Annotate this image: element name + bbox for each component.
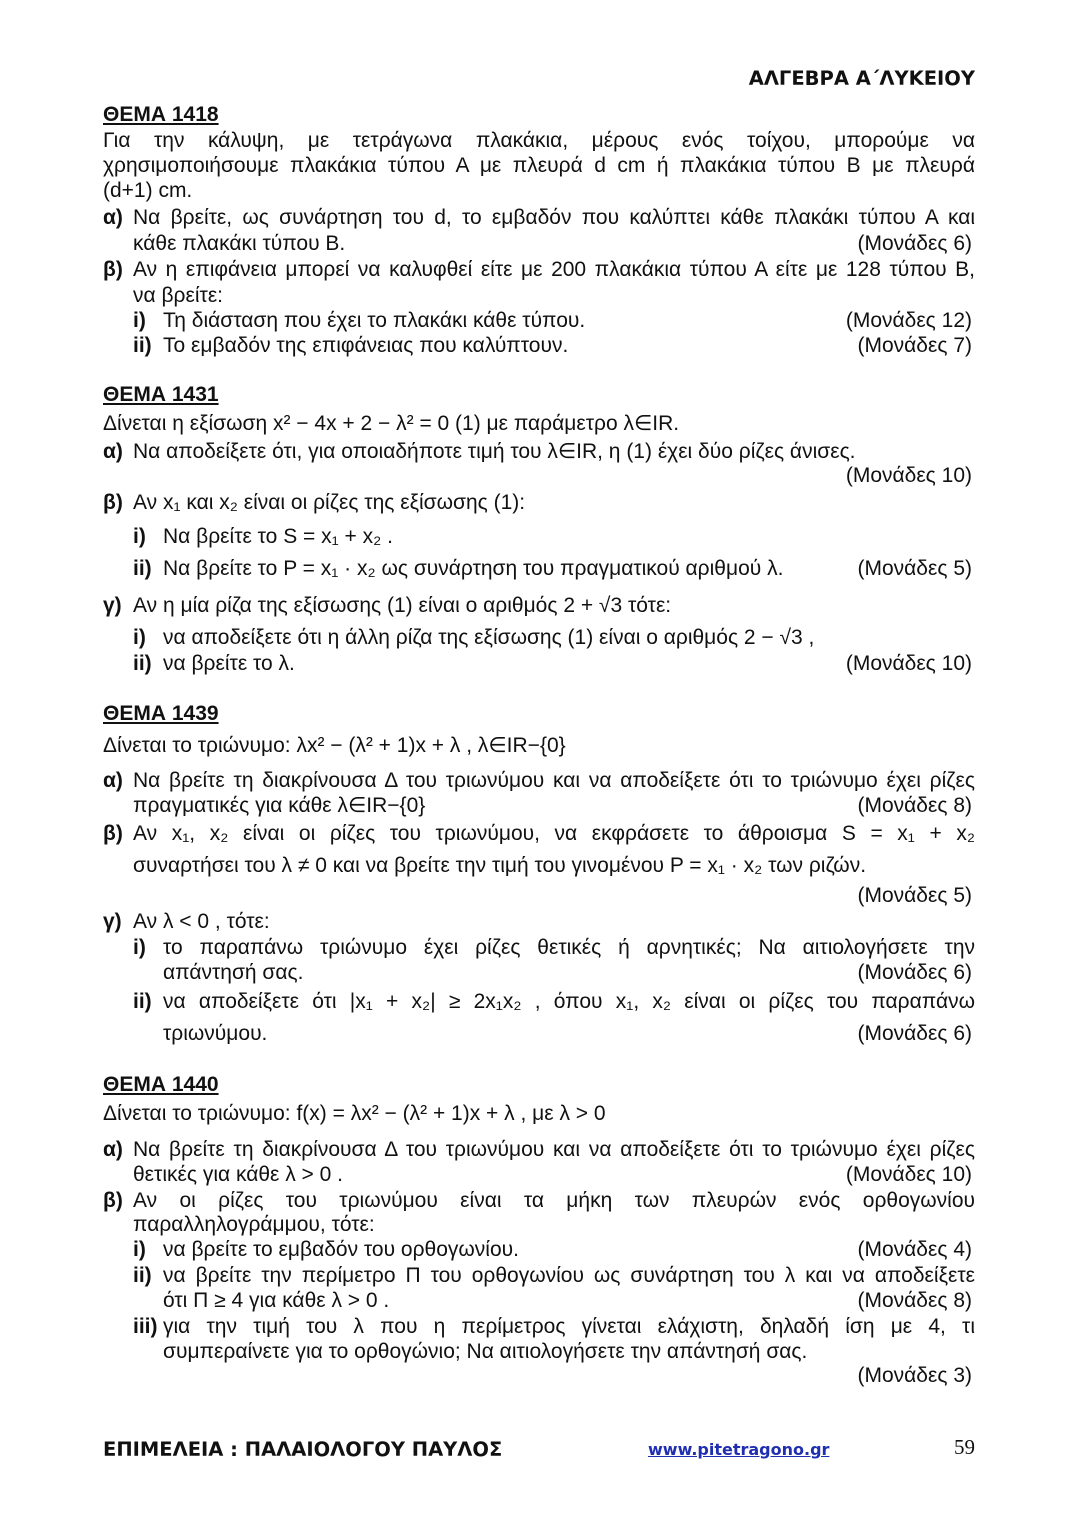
- statement-line: Δίνεται το τριώνυμο: λx² − (λ² + 1)x + λ , λ∈IR−{0}: [103, 734, 566, 757]
- subpart-text-line: το παραπάνω τριώνυμο έχει ρίζες θετικές ή αρνητικές; Να αιτιολογήσετε την: [163, 936, 975, 959]
- part-label: γ): [103, 910, 122, 933]
- statement-line: Για την κάλυψη, με τετράγωνα πλακάκια, μέρους ενός τοίχου, μπορούμε να: [103, 129, 975, 152]
- text-row: [0, 768, 1080, 793]
- marks-label: (Μονάδες 12): [845, 309, 972, 332]
- subpart-text-line: να βρείτε το λ.: [163, 652, 295, 675]
- marks-label: (Μονάδες 8): [857, 1289, 972, 1312]
- marks-label: (Μονάδες 3): [857, 1364, 972, 1387]
- subpart-text-line: Να βρείτε το P = x₁ · x₂ ως συνάρτηση του πραγματικού αριθμού λ.: [163, 557, 784, 580]
- marks-label: (Μονάδες 6): [857, 1022, 972, 1045]
- part-text-line: Αν λ < 0 , τότε:: [133, 910, 270, 933]
- marks-label: (Μονάδες 7): [857, 334, 972, 357]
- text-row: [0, 463, 1080, 488]
- text-row: [0, 283, 1080, 308]
- text-row: [0, 1188, 1080, 1213]
- text-row: [0, 257, 1080, 282]
- statement-line: Δίνεται το τριώνυμο: f(x) = λx² − (λ² + 1)x + λ , με λ > 0: [103, 1102, 606, 1125]
- subpart-text-line: απάντησή σας.: [163, 961, 304, 984]
- part-text-line: συναρτήσει του λ ≠ 0 και να βρείτε την τιμή του γινομένου P = x₁ · x₂ των ριζών.: [133, 854, 867, 877]
- text-row: [0, 1212, 1080, 1237]
- marks-label: (Μονάδες 5): [857, 884, 972, 907]
- subpart-text-line: ότι Π ≥ 4 για κάθε λ > 0 .: [163, 1289, 390, 1312]
- part-label: γ): [103, 594, 122, 617]
- topic-title: ΘΕΜΑ 1418: [103, 103, 219, 126]
- text-row: [0, 883, 1080, 908]
- subpart-text-line: Τη διάσταση που έχει το πλακάκι κάθε τύπου.: [163, 309, 586, 332]
- subpart-label: ii): [133, 334, 152, 357]
- part-text-line: κάθε πλακάκι τύπου Β.: [133, 232, 346, 255]
- subpart-text-line: συμπεραίνετε για το ορθογώνιο; Να αιτιολογήσετε την απάντησή σας.: [163, 1340, 808, 1363]
- text-row: [0, 1363, 1080, 1388]
- subpart-label: iii): [133, 1315, 158, 1338]
- text-row: [0, 1237, 1080, 1262]
- text-row: [0, 1137, 1080, 1162]
- text-row: [0, 524, 1080, 549]
- text-row: [0, 989, 1080, 1014]
- footer-website-link[interactable]: www.pitetragono.gr: [648, 1440, 830, 1459]
- text-row: [0, 556, 1080, 581]
- part-text-line: να βρείτε:: [133, 284, 224, 307]
- text-row: [0, 308, 1080, 333]
- statement-line: (d+1) cm.: [103, 179, 193, 202]
- statement-line: Δίνεται η εξίσωση x² − 4x + 2 − λ² = 0 (1) με παράμετρο λ∈IR.: [103, 412, 680, 435]
- part-label: β): [103, 1189, 123, 1212]
- text-row: [0, 1162, 1080, 1187]
- subpart-label: ii): [133, 990, 152, 1013]
- text-row: [0, 178, 1080, 203]
- marks-label: (Μονάδες 4): [857, 1238, 972, 1261]
- text-row: [0, 1101, 1080, 1126]
- text-row: [0, 651, 1080, 676]
- text-row: [0, 333, 1080, 358]
- text-row: [0, 593, 1080, 618]
- subpart-label: ii): [133, 652, 152, 675]
- part-text-line: Αν οι ρίζες του τριωνύμου είναι τα μήκη των πλευρών ενός ορθογωνίου: [133, 1189, 975, 1212]
- marks-label: (Μονάδες 10): [845, 1163, 972, 1186]
- topic-title: ΘΕΜΑ 1431: [103, 383, 219, 406]
- subpart-text-line: Το εμβαδόν της επιφάνειας που καλύπτουν.: [163, 334, 569, 357]
- part-text-line: Αν η επιφάνεια μπορεί να καλυφθεί είτε με 200 πλακάκια τύπου Α είτε με 128 τύπου Β,: [133, 258, 975, 281]
- part-label: α): [103, 1138, 123, 1161]
- part-text-line: Αν x₁, x₂ είναι οι ρίζες του τριωνύμου, να εκφράσετε το άθροισμα S = x₁ + x₂: [133, 822, 975, 845]
- part-label: β): [103, 822, 123, 845]
- text-row: [0, 1263, 1080, 1288]
- marks-label: (Μονάδες 10): [845, 464, 972, 487]
- text-row: [0, 1288, 1080, 1313]
- part-text-line: Αν η μία ρίζα της εξίσωσης (1) είναι ο αριθμός 2 + √3 τότε:: [133, 594, 672, 617]
- text-row: [0, 1339, 1080, 1364]
- part-text-line: θετικές για κάθε λ > 0 .: [133, 1163, 343, 1186]
- subpart-label: i): [133, 936, 146, 959]
- part-label: β): [103, 258, 123, 281]
- text-row: [0, 853, 1080, 878]
- part-label: α): [103, 769, 123, 792]
- text-row: [0, 960, 1080, 985]
- text-row: [0, 1314, 1080, 1339]
- topic-heading-row: [0, 102, 1080, 127]
- text-row: [0, 625, 1080, 650]
- part-text-line: παραλληλογράμμου, τότε:: [133, 1213, 375, 1236]
- marks-label: (Μονάδες 5): [857, 557, 972, 580]
- text-row: [0, 411, 1080, 436]
- text-row: [0, 733, 1080, 758]
- footer-editor: ΕΠΙΜΕΛΕΙΑ : ΠΑΛΑΙΟΛΟΓΟΥ ΠΑΥΛΟΣ: [103, 1438, 503, 1461]
- text-row: [0, 439, 1080, 464]
- part-text-line: Να βρείτε, ως συνάρτηση του d, το εμβαδόν που καλύπτει κάθε πλακάκι τύπου Α και: [133, 206, 975, 229]
- part-label: β): [103, 491, 123, 514]
- part-text-line: πραγματικές για κάθε λ∈IR−{0}: [133, 794, 426, 817]
- text-row: [0, 821, 1080, 846]
- part-text-line: Να αποδείξετε ότι, για οποιαδήποτε τιμή του λ∈IR, η (1) έχει δύο ρίζες άνισες.: [133, 440, 856, 463]
- part-text-line: Να βρείτε τη διακρίνουσα Δ του τριωνύμου και να αποδείξετε ότι το τριώνυμο έχει ρίζες: [133, 1138, 975, 1161]
- book-title: ΑΛΓΕΒΡΑ Α΄ΛΥΚΕΙΟΥ: [748, 67, 975, 90]
- part-text-line: Να βρείτε τη διακρίνουσα Δ του τριωνύμου και να αποδείξετε ότι το τριώνυμο έχει ρίζες: [133, 769, 975, 792]
- subpart-text-line: να βρείτε την περίμετρο Π του ορθογωνίου ως συνάρτηση του λ και να αποδείξετε: [163, 1264, 975, 1287]
- part-label: α): [103, 206, 123, 229]
- part-label: α): [103, 440, 123, 463]
- subpart-label: ii): [133, 1264, 152, 1287]
- topic-heading-row: [0, 701, 1080, 726]
- text-row: [0, 231, 1080, 256]
- subpart-text-line: Να βρείτε το S = x₁ + x₂ .: [163, 525, 393, 548]
- subpart-label: ii): [133, 557, 152, 580]
- statement-line: χρησιμοποιήσουμε πλακάκια τύπου Α με πλευρά d cm ή πλακάκια τύπου Β με πλευρά: [103, 154, 975, 177]
- page-number: 59: [954, 1435, 975, 1459]
- subpart-text-line: να βρείτε το εμβαδόν του ορθογωνίου.: [163, 1238, 519, 1261]
- text-row: [0, 153, 1080, 178]
- subpart-label: i): [133, 626, 146, 649]
- marks-label: (Μονάδες 6): [857, 232, 972, 255]
- topic-title: ΘΕΜΑ 1439: [103, 702, 219, 725]
- subpart-label: i): [133, 525, 146, 548]
- text-row: [0, 490, 1080, 515]
- marks-label: (Μονάδες 10): [845, 652, 972, 675]
- text-row: [0, 1021, 1080, 1046]
- text-row: [0, 909, 1080, 934]
- topic-title: ΘΕΜΑ 1440: [103, 1073, 219, 1096]
- text-row: [0, 205, 1080, 230]
- text-row: [0, 935, 1080, 960]
- subpart-text-line: να αποδείξετε ότι |x₁ + x₂| ≥ 2x₁x₂ , όπου x₁, x₂ είναι οι ρίζες του παραπάνω: [163, 990, 975, 1013]
- subpart-text-line: να αποδείξετε ότι η άλλη ρίζα της εξίσωσης (1) είναι ο αριθμός 2 − √3 ,: [163, 626, 815, 649]
- subpart-text-line: για την τιμή του λ που η περίμετρος γίνεται ελάχιστη, δηλαδή ίση με 4, τι: [163, 1315, 975, 1338]
- topic-heading-row: [0, 1072, 1080, 1097]
- subpart-label: i): [133, 309, 146, 332]
- part-text-line: Αν x₁ και x₂ είναι οι ρίζες της εξίσωσης (1):: [133, 491, 526, 514]
- subpart-text-line: τριωνύμου.: [163, 1022, 268, 1045]
- text-row: [0, 793, 1080, 818]
- text-row: [0, 128, 1080, 153]
- marks-label: (Μονάδες 8): [857, 794, 972, 817]
- subpart-label: i): [133, 1238, 146, 1261]
- topic-heading-row: [0, 382, 1080, 407]
- marks-label: (Μονάδες 6): [857, 961, 972, 984]
